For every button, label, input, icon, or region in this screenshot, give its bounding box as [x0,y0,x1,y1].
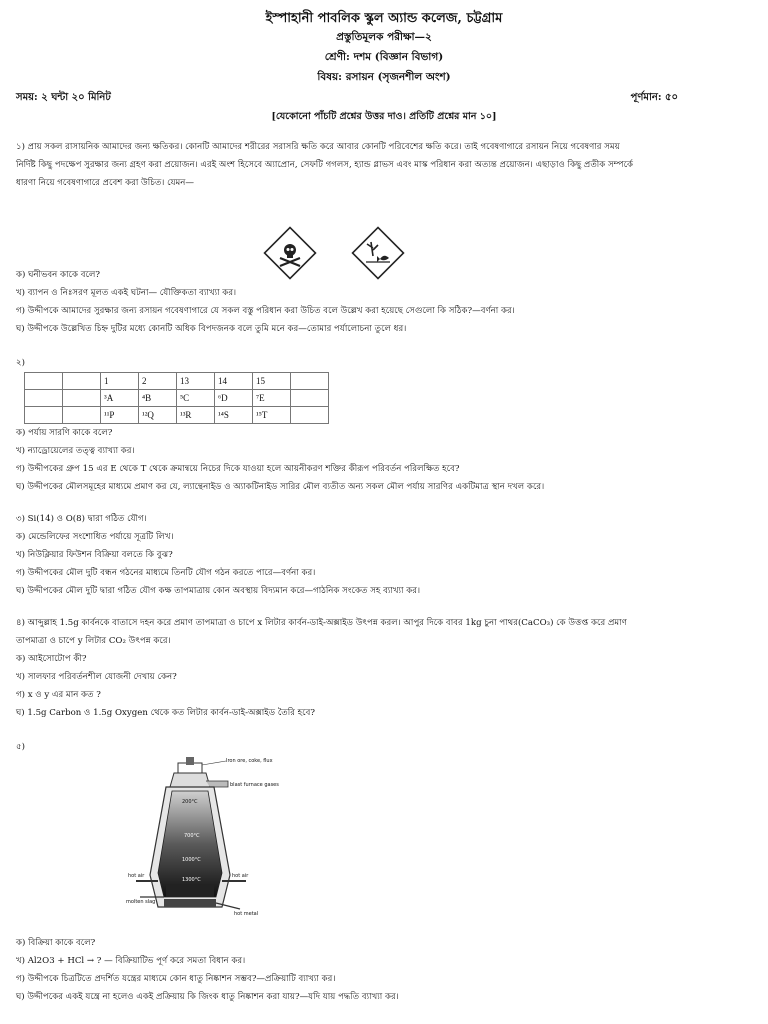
q5-number [16,738,676,756]
q4-part-d: ঘ) 1.5g Carbon ও 1.5g Oxygen থেকে কত লিটার কার্বন-ডাই-অক্সাইড তৈরি হবে? [16,708,316,718]
q5-part-c: গ) উদ্দীপকে চিত্রটিতে প্রদর্শিত যন্ত্রের মাধ্যমে কোন ধাতু নিষ্কাশন সম্ভব?—প্রক্রিয়াটি ব্যাখ্যা কর। [16,974,336,984]
label-hot-air-right: hot air [232,873,249,879]
pt-cell: ⁴B [139,390,177,407]
pt-cell [25,373,63,390]
q5-part-d: ঘ) উদ্দীপকের একই যন্ত্রে না হলেও একই প্রক্রিয়ায় কি জিংক ধাতু নিষ্কাশন করা যায়?—যদি যায় পদ্ধতি ব্যাখ্যা কর। [16,992,399,1002]
label-temp-1300: 1300°C [182,877,201,883]
q2-label: ২) [16,358,25,368]
pt-cell [291,373,329,390]
pt-cell [25,390,63,407]
q2-part-c: গ) উদ্দীপকের গ্রুপ 15 এর E থেকে T থেকে ক্রমান্বয়ে নিচের দিকে যাওয়া হলে আয়নীকরণ শক্তির কীরূপ পরিবর্তন পরিলক্ষিত হবে? [16,464,460,474]
q3-part-c: গ) উদ্দীপকের মৌল দুটি বন্ধন গঠনের মাধ্যমে তিনটি যৌগ গঠন করতে পারে—বর্ণনা কর। [16,568,316,578]
q2-part-b: খ) ন্যাড্রোয়েলের তত্ত্ব ব্যাখ্যা কর। [16,446,135,456]
pt-cell [291,390,329,407]
pt-cell: ⁷E [253,390,291,407]
q4-part-b: খ) সালফার পরিবর্তনশীল যোজনী দেখায় কেন? [16,672,177,682]
pt-cell: ⁵C [177,390,215,407]
label-temp-700: 700°C [184,833,200,839]
q1-parts [16,266,676,338]
pt-cell: ¹⁴S [215,407,253,424]
pt-cell: ⁶D [215,390,253,407]
q1-part-d: ঘ) উদ্দীপকে উল্লেখিত চিহ্ন দুটির মধ্যে কোনটি অধিক বিপদজনক বলে তুমি মনে কর—তোমার পর্যালোচনা তুলে ধর। [16,324,407,334]
q4-part-a: ক) আইসোটোপ কী? [16,654,87,664]
pt-cell: ³A [101,390,139,407]
q3-part-b: খ) নিউক্লিয়ার ফিউশন বিক্রিয়া বলতে কি বুঝ? [16,550,173,560]
blast-furnace-diagram [126,757,279,929]
q4-part-c: গ) x ও y এর মান কত ? [16,690,101,700]
label-temp-200: 200°C [182,799,198,805]
full-marks: পূর্ণমান: ৫০ [630,92,678,103]
pt-cell [63,390,101,407]
q4-stem-line-1: ৪) আব্দুল্লাহ 1.5g কার্বনকে বাতাসে দহন করে প্রমাণ তাপমাত্রা ও চাপে x লিটার কার্বন-ডাই-অক্সাইড উৎপন্ন করল। আপুর দিকে বাবর 1kg চুনা পাথর(CaCO₃) কে উত্তপ্ত করে প্রমাণ [16,618,627,628]
pt-cell: 13 [177,373,215,390]
q1-stem-line-2: নির্দিষ্ট কিছু পদক্ষেপ সুরক্ষার জন্য গ্রহণ করা প্রয়োজন। এরই অংশ হিসেবে অ্যাপ্রোন, সেফটি গগলস, হ্যান্ড গ্লাভস এবং মাস্ক পরিধান করা অত্যন্ত প্রয়োজন। এছাড়াও কিছু প্রতীক সম্পর্কে [16,160,634,170]
pt-cell: 14 [215,373,253,390]
school-name: ইস্পাহানী পাবলিক স্কুল অ্যান্ড কলেজ, চট্টগ্রাম [265,11,503,26]
q1-part-a: ক) ঘনীভবন কাকে বলে? [16,270,100,280]
subject-label: বিষয়: রসায়ন (সৃজনশীল অংশ) [317,71,451,83]
question-1 [16,138,676,192]
periodic-table-excerpt [24,372,329,424]
pt-cell: ¹⁵T [253,407,291,424]
q2-number [16,354,676,372]
pt-cell: 2 [139,373,177,390]
pt-cell [291,407,329,424]
q2-part-d: ঘ) উদ্দীপকের মৌলসমূহের মাধ্যমে প্রমাণ কর যে, ল্যান্থেনাইড ও অ্যাকটিনাইড সারির মৌল ব্যতীত অন্য সকল মৌল পর্যায় সারণির একটিমাত্র স্থান দখল করে। [16,482,545,492]
question-4 [16,614,676,722]
q3-part-d: ঘ) উদ্দীপকের মৌল দুটি দ্বারা গঠিত যৌগ কক্ষ তাপমাত্রায় কোন অবস্থায় বিদ্যমান করে—গাঠনিক সংকেত সহ ব্যাখ্যা কর। [16,586,421,596]
q2-part-a: ক) পর্যায় সারণি কাকে বলে? [16,428,113,438]
label-hot-metal: hot metal [234,911,259,917]
q5-parts [16,934,676,1006]
q3-stem: ৩) Si(14) ও O(8) দ্বারা গঠিত যৌগ। [16,514,147,524]
q1-part-b: খ) ব্যাপন ও নিঃসরণ মূলত একই ঘটনা— যৌক্তিকতা ব্যাখ্যা কর। [16,288,237,298]
pt-cell: ¹¹P [101,407,139,424]
label-furnace-gases: blast furnace gases [230,782,279,788]
label-molten-slag: molten slag [126,899,156,905]
q1-stem-line-1: ১) প্রায় সকল রাসায়নিক আমাদের জন্য ক্ষতিকর। কোনটি আমাদের শরীরের সরাসরি ক্ষতি করে আবার কোনটি পরিবেশের ক্ষতি করে। তাই গবেষণাগারে রসায়ন নিয়ে গবেষণার সময় [16,142,620,152]
q2-parts [16,424,676,496]
pt-cell: 1 [101,373,139,390]
pt-cell [63,373,101,390]
class-label: শ্রেণী: দশম (বিজ্ঞান বিভাগ) [324,51,444,63]
instruction: [যেকোনো পাঁচটি প্রশ্নের উত্তর দাও। প্রতিটি প্রশ্নের মান ১০] [271,111,497,122]
q5-label: ৫) [16,742,25,752]
label-temp-1000: 1000°C [182,857,201,863]
exam-time: সময়: ২ ঘন্টা ২০ মিনিট [16,92,111,103]
label-iron-ore: Iron ore, coke, flux [226,758,273,764]
q5-part-a: ক) বিক্রিয়া কাকে বলে? [16,938,96,948]
pt-cell [25,407,63,424]
pt-cell [63,407,101,424]
pt-cell: 15 [253,373,291,390]
pt-cell: ¹²Q [139,407,177,424]
q5-part-b: খ) Al2O3 + HCl → ? — বিক্রিয়াটিভ পূর্ণ করে সমতা বিধান কর। [16,956,246,966]
q1-part-c: গ) উদ্দীপকে আমাদের সুরক্ষার জন্য রসায়ন গবেষণাগারে যে সকল বস্তু পরিধান করা উচিত বলে উল্লেখ করা হয়েছে সেগুলো কি সঠিক?—বর্ণনা কর। [16,306,515,316]
q4-stem-line-2: তাপমাত্রা ও চাপে y লিটার CO₂ উৎপন্ন করে। [16,636,171,646]
q1-stem-line-3: ধারণা নিয়ে গবেষণাগারে প্রবেশ করা উচিত। যেমন— [16,178,195,188]
question-3 [16,510,676,600]
exam-title: প্রস্তুতিমূলক পরীক্ষা—২ [336,31,432,43]
label-hot-air-left: hot air [128,873,145,879]
pt-cell: ¹³R [177,407,215,424]
q3-part-a: ক) মেন্ডেলিফের সংশোধিত পর্যায়ে সূত্রটি লিখ। [16,532,174,542]
